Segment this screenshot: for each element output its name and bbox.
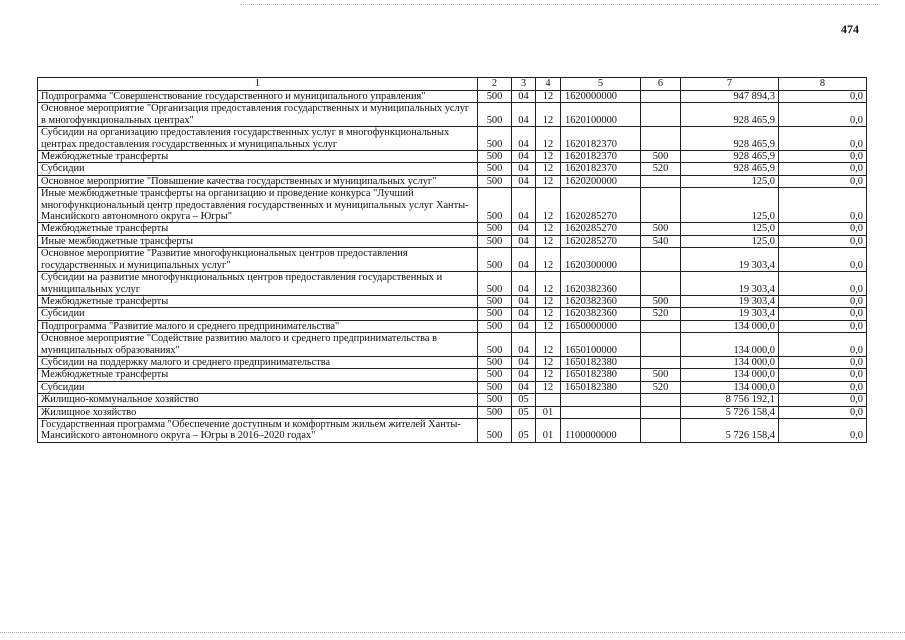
- header-cell-5: 5: [561, 78, 641, 91]
- expense-type-cell: [641, 406, 681, 418]
- subsection-cell: 12: [536, 369, 561, 381]
- amount-extra-cell: 0,0: [779, 91, 867, 103]
- amount-cell: 947 894,3: [681, 91, 779, 103]
- table-row: [38, 406, 867, 418]
- subsection-cell: 12: [536, 308, 561, 320]
- expense-type-cell: [641, 188, 681, 223]
- amount-extra-cell: 0,0: [779, 151, 867, 163]
- amount-cell: 125,0: [681, 235, 779, 247]
- budget-table-container: [37, 77, 866, 443]
- item-name-cell: Межбюджетные трансферты: [38, 295, 478, 307]
- item-name-cell: Межбюджетные трансферты: [38, 223, 478, 235]
- subsection-cell: 12: [536, 188, 561, 223]
- amount-cell: 8 756 192,1: [681, 394, 779, 406]
- section-cell: 04: [512, 91, 536, 103]
- page-number: 474: [841, 22, 859, 36]
- expense-type-cell: 500: [641, 295, 681, 307]
- expense-type-cell: [641, 333, 681, 357]
- amount-extra-cell: 0,0: [779, 127, 867, 151]
- amount-cell: 928 465,9: [681, 127, 779, 151]
- subsection-cell: 12: [536, 272, 561, 296]
- subsection-cell: 12: [536, 163, 561, 175]
- target-article-cell: 1100000000: [561, 418, 641, 442]
- admin-code-cell: 500: [478, 248, 512, 272]
- admin-code-cell: 500: [478, 235, 512, 247]
- admin-code-cell: 500: [478, 394, 512, 406]
- item-name-cell: Основное мероприятие "Организация предоставления государственных и муниципальных услуг в многофункциональных центрах": [38, 103, 478, 127]
- amount-extra-cell: 0,0: [779, 369, 867, 381]
- table-row: [38, 381, 867, 393]
- header-cell-8: 8: [779, 78, 867, 91]
- table-row: [38, 418, 867, 442]
- target-article-cell: 1620182370: [561, 151, 641, 163]
- table-row: [38, 356, 867, 368]
- item-name-cell: Иные межбюджетные трансферты: [38, 235, 478, 247]
- expense-type-cell: [641, 356, 681, 368]
- table-row: [38, 333, 867, 357]
- subsection-cell: 12: [536, 248, 561, 272]
- subsection-cell: 12: [536, 91, 561, 103]
- target-article-cell: 1650182380: [561, 381, 641, 393]
- expense-type-cell: [641, 91, 681, 103]
- header-row: [38, 78, 867, 91]
- target-article-cell: 1620285270: [561, 188, 641, 223]
- scan-artifact-bottom: [0, 632, 905, 633]
- expense-type-cell: [641, 272, 681, 296]
- amount-cell: 134 000,0: [681, 356, 779, 368]
- subsection-cell: 01: [536, 406, 561, 418]
- table-row: [38, 272, 867, 296]
- amount-extra-cell: 0,0: [779, 103, 867, 127]
- amount-cell: 134 000,0: [681, 333, 779, 357]
- target-article-cell: 1620182370: [561, 163, 641, 175]
- item-name-cell: Субсидии на организацию предоставления государственных услуг в многофункциональных центрах предоставления государственных и муниципальных услуг: [38, 127, 478, 151]
- amount-extra-cell: 0,0: [779, 308, 867, 320]
- target-article-cell: 1620285270: [561, 223, 641, 235]
- admin-code-cell: 500: [478, 175, 512, 187]
- admin-code-cell: 500: [478, 320, 512, 332]
- amount-cell: 125,0: [681, 188, 779, 223]
- section-cell: 05: [512, 418, 536, 442]
- section-cell: 05: [512, 394, 536, 406]
- expense-type-cell: 540: [641, 235, 681, 247]
- admin-code-cell: 500: [478, 418, 512, 442]
- item-name-cell: Жилищное хозяйство: [38, 406, 478, 418]
- admin-code-cell: 500: [478, 91, 512, 103]
- target-article-cell: 1650000000: [561, 320, 641, 332]
- amount-cell: 19 303,4: [681, 248, 779, 272]
- amount-extra-cell: 0,0: [779, 235, 867, 247]
- expense-type-cell: 520: [641, 381, 681, 393]
- amount-cell: 125,0: [681, 175, 779, 187]
- table-row: [38, 295, 867, 307]
- table-row: [38, 188, 867, 223]
- budget-table: [37, 77, 867, 443]
- target-article-cell: [561, 394, 641, 406]
- amount-cell: 134 000,0: [681, 381, 779, 393]
- header-cell-6: 6: [641, 78, 681, 91]
- item-name-cell: Иные межбюджетные трансферты на организацию и проведение конкурса "Лучший многофункциональный центр предоставления государственных и муниципальных услуг Ханты-Мансийского автономного округа – Югры": [38, 188, 478, 223]
- target-article-cell: 1650182380: [561, 369, 641, 381]
- expense-type-cell: [641, 127, 681, 151]
- expense-type-cell: [641, 394, 681, 406]
- amount-cell: 928 465,9: [681, 163, 779, 175]
- admin-code-cell: 500: [478, 356, 512, 368]
- amount-extra-cell: 0,0: [779, 320, 867, 332]
- section-cell: 04: [512, 248, 536, 272]
- admin-code-cell: 500: [478, 406, 512, 418]
- item-name-cell: Межбюджетные трансферты: [38, 369, 478, 381]
- table-row: [38, 248, 867, 272]
- header-cell-7: 7: [681, 78, 779, 91]
- expense-type-cell: [641, 418, 681, 442]
- section-cell: 04: [512, 333, 536, 357]
- section-cell: 04: [512, 188, 536, 223]
- target-article-cell: 1620382360: [561, 295, 641, 307]
- expense-type-cell: 520: [641, 308, 681, 320]
- section-cell: 04: [512, 151, 536, 163]
- expense-type-cell: 500: [641, 151, 681, 163]
- target-article-cell: 1620285270: [561, 235, 641, 247]
- item-name-cell: Подпрограмма "Совершенствование государственного и муниципального управления": [38, 91, 478, 103]
- target-article-cell: 1620382360: [561, 308, 641, 320]
- item-name-cell: Субсидии на развитие многофункциональных центров предоставления государственных и муниципальных услуг: [38, 272, 478, 296]
- admin-code-cell: 500: [478, 295, 512, 307]
- amount-extra-cell: 0,0: [779, 175, 867, 187]
- subsection-cell: 12: [536, 333, 561, 357]
- amount-extra-cell: 0,0: [779, 381, 867, 393]
- admin-code-cell: 500: [478, 333, 512, 357]
- section-cell: 04: [512, 381, 536, 393]
- admin-code-cell: 500: [478, 127, 512, 151]
- admin-code-cell: 500: [478, 272, 512, 296]
- amount-cell: 5 726 158,4: [681, 418, 779, 442]
- item-name-cell: Основное мероприятие "Развитие многофункциональных центров предоставления государственных и муниципальных услуг": [38, 248, 478, 272]
- admin-code-cell: 500: [478, 223, 512, 235]
- subsection-cell: 12: [536, 320, 561, 332]
- item-name-cell: Субсидии: [38, 308, 478, 320]
- item-name-cell: Подпрограмма "Развитие малого и среднего предпринимательства": [38, 320, 478, 332]
- table-row: [38, 308, 867, 320]
- amount-extra-cell: 0,0: [779, 188, 867, 223]
- subsection-cell: 12: [536, 103, 561, 127]
- section-cell: 04: [512, 308, 536, 320]
- table-row: [38, 369, 867, 381]
- header-cell-1: 1: [38, 78, 478, 91]
- expense-type-cell: [641, 175, 681, 187]
- section-cell: 04: [512, 103, 536, 127]
- target-article-cell: 1620300000: [561, 248, 641, 272]
- table-row: [38, 223, 867, 235]
- expense-type-cell: 520: [641, 163, 681, 175]
- table-body: [38, 78, 867, 443]
- item-name-cell: Государственная программа "Обеспечение доступным и комфортным жильем жителей Ханты-Мансийского автономного округа – Югры в 2016–2020 годах": [38, 418, 478, 442]
- subsection-cell: 12: [536, 175, 561, 187]
- expense-type-cell: [641, 103, 681, 127]
- admin-code-cell: 500: [478, 151, 512, 163]
- item-name-cell: Субсидии: [38, 163, 478, 175]
- subsection-cell: 12: [536, 356, 561, 368]
- subsection-cell: 12: [536, 381, 561, 393]
- section-cell: 04: [512, 369, 536, 381]
- item-name-cell: Основное мероприятие "Содействие развитию малого и среднего предпринимательства в муниципальных образованиях": [38, 333, 478, 357]
- expense-type-cell: 500: [641, 223, 681, 235]
- subsection-cell: 01: [536, 418, 561, 442]
- expense-type-cell: 500: [641, 369, 681, 381]
- item-name-cell: Жилищно-коммунальное хозяйство: [38, 394, 478, 406]
- target-article-cell: 1650182380: [561, 356, 641, 368]
- header-cell-4: 4: [536, 78, 561, 91]
- subsection-cell: 12: [536, 151, 561, 163]
- table-row: [38, 235, 867, 247]
- section-cell: 04: [512, 163, 536, 175]
- item-name-cell: Основное мероприятие "Повышение качества государственных и муниципальных услуг": [38, 175, 478, 187]
- amount-extra-cell: 0,0: [779, 248, 867, 272]
- amount-extra-cell: 0,0: [779, 406, 867, 418]
- target-article-cell: 1620382360: [561, 272, 641, 296]
- amount-extra-cell: 0,0: [779, 272, 867, 296]
- admin-code-cell: 500: [478, 381, 512, 393]
- table-row: [38, 103, 867, 127]
- amount-extra-cell: 0,0: [779, 356, 867, 368]
- amount-extra-cell: 0,0: [779, 223, 867, 235]
- amount-extra-cell: 0,0: [779, 394, 867, 406]
- target-article-cell: 1620000000: [561, 91, 641, 103]
- table-row: [38, 127, 867, 151]
- target-article-cell: 1620182370: [561, 127, 641, 151]
- admin-code-cell: 500: [478, 369, 512, 381]
- amount-cell: 134 000,0: [681, 369, 779, 381]
- subsection-cell: 12: [536, 295, 561, 307]
- section-cell: 04: [512, 235, 536, 247]
- subsection-cell: 12: [536, 127, 561, 151]
- subsection-cell: 12: [536, 235, 561, 247]
- section-cell: 04: [512, 272, 536, 296]
- amount-cell: 928 465,9: [681, 151, 779, 163]
- amount-cell: 19 303,4: [681, 272, 779, 296]
- header-cell-3: 3: [512, 78, 536, 91]
- admin-code-cell: 500: [478, 163, 512, 175]
- table-row: [38, 320, 867, 332]
- target-article-cell: 1620100000: [561, 103, 641, 127]
- item-name-cell: Межбюджетные трансферты: [38, 151, 478, 163]
- amount-cell: 928 465,9: [681, 103, 779, 127]
- admin-code-cell: 500: [478, 103, 512, 127]
- subsection-cell: 12: [536, 223, 561, 235]
- amount-cell: 19 303,4: [681, 295, 779, 307]
- expense-type-cell: [641, 248, 681, 272]
- subsection-cell: [536, 394, 561, 406]
- scan-artifact-top: [240, 4, 880, 5]
- target-article-cell: [561, 406, 641, 418]
- table-row: [38, 394, 867, 406]
- admin-code-cell: 500: [478, 308, 512, 320]
- section-cell: 05: [512, 406, 536, 418]
- section-cell: 04: [512, 320, 536, 332]
- section-cell: 04: [512, 127, 536, 151]
- expense-type-cell: [641, 320, 681, 332]
- item-name-cell: Субсидии: [38, 381, 478, 393]
- amount-cell: 125,0: [681, 223, 779, 235]
- header-cell-2: 2: [478, 78, 512, 91]
- amount-extra-cell: 0,0: [779, 418, 867, 442]
- amount-extra-cell: 0,0: [779, 295, 867, 307]
- amount-extra-cell: 0,0: [779, 333, 867, 357]
- section-cell: 04: [512, 175, 536, 187]
- admin-code-cell: 500: [478, 188, 512, 223]
- table-row: [38, 91, 867, 103]
- target-article-cell: 1650100000: [561, 333, 641, 357]
- section-cell: 04: [512, 223, 536, 235]
- amount-cell: 134 000,0: [681, 320, 779, 332]
- table-row: [38, 163, 867, 175]
- amount-cell: 19 303,4: [681, 308, 779, 320]
- amount-cell: 5 726 158,4: [681, 406, 779, 418]
- table-row: [38, 175, 867, 187]
- section-cell: 04: [512, 295, 536, 307]
- target-article-cell: 1620200000: [561, 175, 641, 187]
- item-name-cell: Субсидии на поддержку малого и среднего предпринимательства: [38, 356, 478, 368]
- table-row: [38, 151, 867, 163]
- amount-extra-cell: 0,0: [779, 163, 867, 175]
- section-cell: 04: [512, 356, 536, 368]
